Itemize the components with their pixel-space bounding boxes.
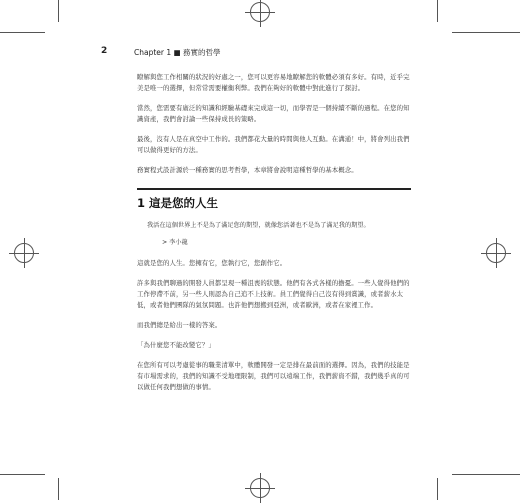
registration-mark [250,478,270,498]
page-header [101,47,411,61]
paragraph: 在您所有可以考慮從事的職業清單中，軟體開發一定是排在最前面的選擇。因為，我們的技能是有市場需求的，我們的知識不受地理限制，我們可以遠端工作，我們薪資不錯，我們幾乎真的可以做任何我們想做的事情。 [137,361,410,391]
registration-mark [14,243,34,263]
crop-mark [452,32,520,33]
crop-mark [0,474,45,475]
paragraph: 而我們總是給出一樣的答案。 [137,321,222,329]
paragraph: 這就是您的人生。您擁有它，您執行它，您創作它。 [137,259,287,267]
paragraph: 許多與我們聊過的開發人員都呈現一種沮喪的狀態。他們有各式各樣的擔憂。一些人覺得他們的工作停滯不前，另一些人則認為自己追不上技術。員工們覺得自己沒有得到賞識，或者薪水太低，或者他們團隊的氣氛問題。也許他們想搬到亞洲，或者歐洲，或者在家裡工作。 [137,279,410,309]
section-rule [137,188,411,190]
crop-mark [437,0,438,22]
paragraph: 當然，您需要有廣泛的知識和經驗基礎來完成這一切，而學習是一個持續不斷的過程。在您的知識資產，我們會討論一些保持成長的策略。 [137,104,410,123]
paragraph: 最後，沒有人是在真空中工作的。我們都花大量的時間與他人互動。在溝通！中，將會列出我們可以做得更好的方法。 [137,135,410,154]
crop-mark [58,0,59,22]
crop-mark [437,478,438,500]
crop-mark [58,478,59,500]
epigraph-attribution: > 李小龍 [162,239,188,246]
running-head: Chapter 1 ■ 務實的哲學 [134,48,221,57]
paragraph: 瞭解與您工作相關的狀況的好處之一，您可以更容易地瞭解您的軟體必須有多好。有時，近乎完美是唯一的選擇，但常常需要權衡利弊。我們在夠好的軟體中對此進行了探討。 [137,73,410,92]
registration-mark [486,243,506,263]
registration-mark [250,2,270,22]
section-title: 1 這是您的人生 [137,196,219,210]
paragraph: 務實程式設計源於一種務實的思考哲學，本章將會說明這種哲學的基本概念。 [137,166,358,174]
page-number: 2 [101,46,108,56]
paragraph: 「為什麼您不能改變它？」 [137,341,215,349]
crop-mark [452,474,520,475]
page-body [137,72,411,402]
epigraph-quote: 我活在這個世界上不是為了滿足您的期望，就像您活著也不是為了滿足我的期望。 [147,222,370,229]
crop-mark [0,32,45,33]
